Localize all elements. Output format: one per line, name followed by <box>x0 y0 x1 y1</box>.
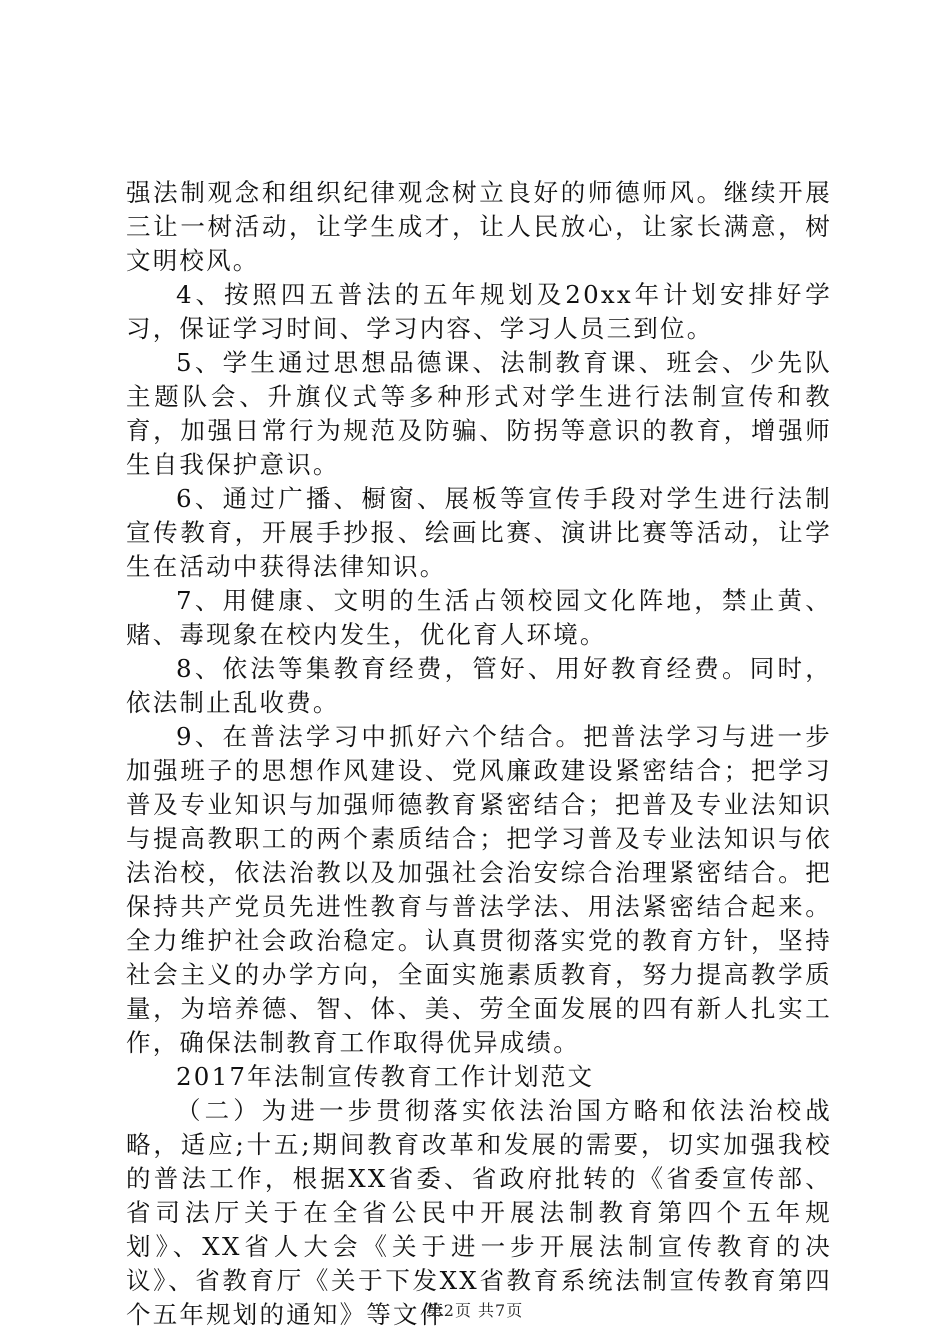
paragraph-item-6: 6、通过广播、橱窗、展板等宣传手段对学生进行法制宣传教育，开展手抄报、绘画比赛、演讲比赛等活动，让学生在活动中获得法律知识。 <box>126 484 832 581</box>
paragraph-item-5: 5、学生通过思想品德课、法制教育课、班会、少先队主题队会、升旗仪式等多种形式对学生进行法制宣传和教育，加强日常行为规范及防骗、防拐等意识的教育，增强师生自我保护意识。 <box>126 348 832 479</box>
paragraph-item-4: 4、按照四五普法的五年规划及20xx年计划安排好学习，保证学习时间、学习内容、学习人员三到位。 <box>126 280 832 343</box>
page-number-footer: 第2页 共7页 <box>426 1301 524 1320</box>
paragraph-section-two: （二）为进一步贯彻落实依法治国方略和依法治校战略，适应;十五;期间教育改革和发展的需要，切实加强我校的普法工作，根据XX省委、省政府批转的《省委宣传部、省司法厅关于在全省公民中开展法制教育第四个五年规划》、XX省人大会《关于进一步开展法制宣传教育的决议》、省教育厅《关于下发XX省教育系统法制宣传教育第四个五年规划的通知》等文件 <box>126 1096 832 1329</box>
paragraph-item-9: 9、在普法学习中抓好六个结合。把普法学习与进一步加强班子的思想作风建设、党风廉政建设紧密结合；把学习普及专业知识与加强师德教育紧密结合；把普及专业法知识与提高教职工的两个素质结合；把学习普及专业法知识与依法治校，依法治教以及加强社会治安综合治理紧密结合。把保持共产党员先进性教育与普法学法、用法紧密结合起来。全力维护社会政治稳定。认真贯彻落实党的教育方针，坚持社会主义的办学方向，全面实施素质教育，努力提高教学质量，为培养德、智、体、美、劳全面发展的四有新人扎实工作，确保法制教育工作取得优异成绩。 <box>126 722 832 1057</box>
paragraph-item-8: 8、依法等集教育经费，管好、用好教育经费。同时，依法制止乱收费。 <box>126 654 832 717</box>
section-heading: 2017年法制宣传教育工作计划范文 <box>176 1062 595 1091</box>
paragraph-continued: 强法制观念和组织纪律观念树立良好的师德师风。继续开展三让一树活动，让学生成才，让人民放心，让家长满意，树文明校风。 <box>126 178 832 275</box>
paragraph-item-7: 7、用健康、文明的生活占领校园文化阵地，禁止黄、赌、毒现象在校内发生，优化育人环境。 <box>126 586 832 649</box>
document-body <box>126 176 832 1332</box>
